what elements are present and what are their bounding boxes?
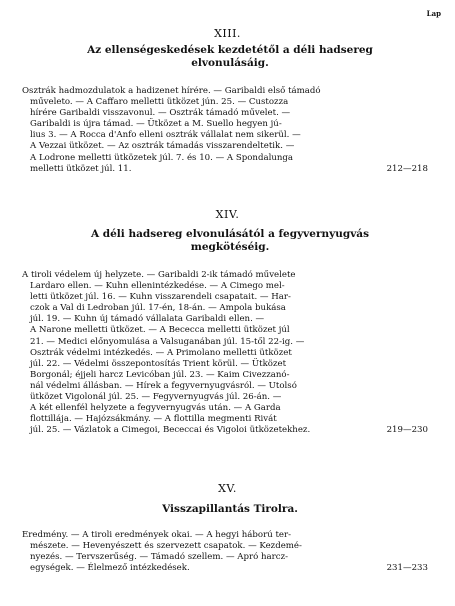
chapter-title [40,44,420,70]
summary-line: Eredmény. — A tiroli eredmények okai. — A hegyi háború ter- [22,530,292,540]
summary-line: flottillája. — Hajózsákmány. — A flottilla megmenti Rivát [30,414,277,425]
summary-line: júl. 22. — Védelmi összepontosítás Trient körül. — Ütközet [30,358,287,369]
summary-line: júl. 19. — Kuhn új támadó vállalata Garibaldi ellen. — [30,314,265,325]
summary-line: A Lodrone melletti ütközetek júl. 7. és 10. — A Spondalunga [30,152,294,163]
summary-line: A két ellenfél helyzete a fegyvernyugvás után. — A Garda [30,403,281,414]
chapter-title-line: megkötéséig. [190,241,270,253]
summary-line: czok a Val di Ledroban júl. 17-én, 18-án. — Ampola bukása [30,303,286,314]
page-header-lap: Lap [426,9,441,18]
summary-line: Lardaro ellen. — Kuhn ellenintézkedése. — A Cimego mel- [30,281,285,292]
chapter-title [40,503,420,516]
summary-line: lius 3. — A Rocca d'Anfo elleni osztrák vállalat nem sikerül. — [30,130,301,141]
summary-line: ütközet Vigolonál júl. 25. — Fegyvernyugvás júl. 26-án. — [30,392,282,403]
chapter-title-line: Az ellenségeskedések kezdetétől a déli hadsereg [87,44,373,56]
page-range: 212—218 [386,163,428,174]
chapter-summary [22,86,428,175]
chapter-title [40,228,420,254]
summary-line: nyezés. — Tervszerűség. — Támadó szellem. — Apró harcz- [30,552,288,563]
page-range: 219—230 [386,425,428,436]
chapter-number: XIII. [214,27,241,40]
summary-line: műveleto. — A Caffaro melletti ütközet jún. 25. — Custozza [30,97,289,108]
chapter-summary [22,270,428,436]
summary-line: júl. 25. — Vázlatok a Cimegoi, Bececcai és Vigoloi ütközetekhez. 219—230 [30,425,428,436]
chapter-title-line: elvonulásáig. [191,57,269,69]
summary-line: Borgonál; éjjeli harcz Levicóban júl. 23. — Kaim Civezzanó- [30,369,290,380]
summary-line: Osztrák védelmi intézkedés. — A Primolano melletti ütközet [30,347,292,358]
summary-line: Garibaldi is újra támad. — Ütközet a M. Suello hegyen jú- [30,119,282,130]
summary-line: Osztrák hadmozdulatok a hadizenet hírére. — Garibaldi első támadó [22,86,321,96]
summary-line: egységek. — Élelmező intézkedések. 231—233 [30,563,428,574]
summary-line: A tiroli védelem új helyzete. — Garibaldi 2-ik támadó művelete [22,270,296,280]
summary-line: 21. — Medici előnyomulása a Valsuganában júl. 15-től 22-ig. — [30,336,305,347]
summary-line: mészete. — Hevenyészett és szervezett csapatok. — Kezdemé- [30,541,302,552]
chapter-number: XV. [218,482,237,495]
summary-line: letti ütközet júl. 16. — Kuhn visszarendeli csapatait. — Har- [30,292,291,303]
summary-line: hírére Garibaldi visszavonul. — Osztrák támadó művelet. — [30,108,291,119]
summary-line: nál védelmi állásban. — Hírek a fegyvernyugvásról. — Utolsó [30,380,297,391]
summary-line: melletti ütközet júl. 11. 212—218 [30,163,428,174]
chapter-title-line: Visszapillantás Tirolra. [162,503,298,515]
summary-line: A Vezzai ütközet. — Az osztrák támadás visszarendeltetik. — [30,141,295,152]
chapter-number: XIV. [215,208,240,221]
chapter-summary [22,530,428,574]
chapter-title-line: A déli hadsereg elvonulásától a fegyvernyugvás [90,228,370,240]
summary-line: A Narone melletti ütközet. — A Bececca melletti ütközet júl [30,325,290,336]
page-range: 231—233 [386,563,428,574]
